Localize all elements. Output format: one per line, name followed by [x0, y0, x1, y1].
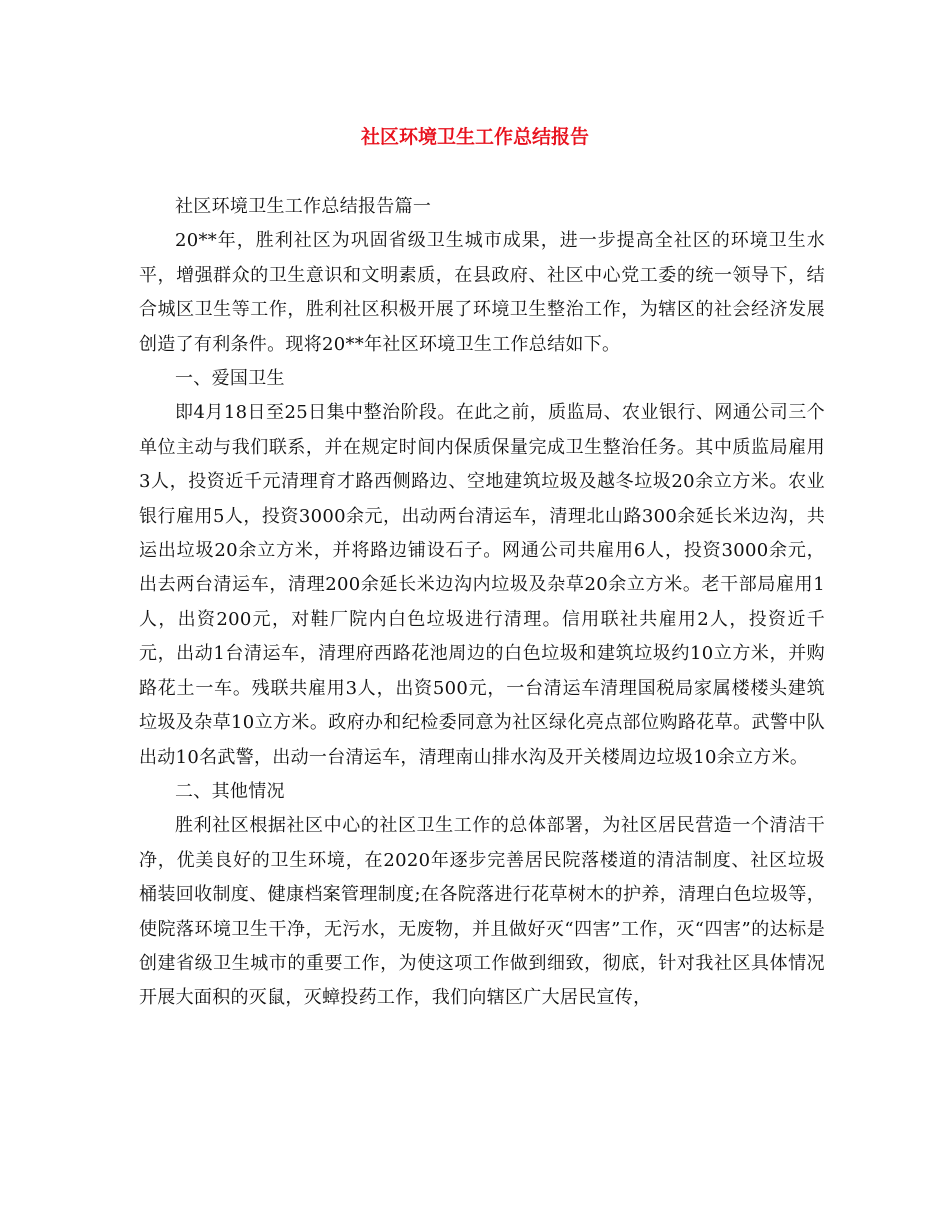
- intro-paragraph: 20**年，胜利社区为巩固省级卫生城市成果，进一步提高全社区的环境卫生水平，增强群众的卫生意识和文明素质，在县政府、社区中心党工委的统一领导下，结合城区卫生等工作，胜利社区积极开展了环境卫生整治工作，为辖区的社会经济发展创造了有利条件。现将20**年社区环境卫生工作总结如下。: [139, 230, 825, 355]
- section-heading-other-situations: 二、其他情况: [175, 780, 285, 802]
- section-heading-patriotic-hygiene: 一、爱国卫生: [175, 368, 285, 390]
- document-body: [139, 190, 825, 1016]
- patriotic-hygiene-paragraph: 即4月18日至25日集中整治阶段。在此之前，质监局、农业银行、网通公司三个单位主动与我们联系，并在规定时间内保质保量完成卫生整治任务。其中质监局雇用3人，投资近千元清理育才路西侧路边、空地建筑垃圾及越冬垃圾20余立方米。农业银行雇用5人，投资3000余元，出动两台清运车，清理北山路300余延长米边沟，共运出垃圾20余立方米，并将路边铺设石子。网通公司共雇用6人，投资3000余元，出去两台清运车，清理200余延长米边沟内垃圾及杂草20余立方米。老干部局雇用1人，出资200元，对鞋厂院内白色垃圾进行清理。信用联社共雇用2人，投资近千元，出动1台清运车，清理府西路花池周边的白色垃圾和建筑垃圾约10立方米，并购路花土一车。残联共雇用3人，出资500元，一台清运车清理国税局家属楼楼头建筑垃圾及杂草10立方米。政府办和纪检委同意为社区绿化亮点部位购路花草。武警中队出动10名武警，出动一台清运车，清理南山排水沟及开关楼周边垃圾10余立方米。: [139, 402, 825, 768]
- section-heading-part-one: 社区环境卫生工作总结报告篇一: [175, 196, 432, 217]
- other-situations-paragraph: 胜利社区根据社区中心的社区卫生工作的总体部署，为社区居民营造一个清洁干净，优美良好的卫生环境，在2020年逐步完善居民院落楼道的清洁制度、社区垃圾桶装回收制度、健康档案管理制度;在各院落进行花草树木的护养，清理白色垃圾等，使院落环境卫生干净，无污水，无废物，并且做好灭“四害”工作，灭“四害”的达标是创建省级卫生城市的重要工作，为使这项工作做到细致，彻底，针对我社区具体情况开展大面积的灭鼠，灭蟑投药工作，我们向辖区广大居民宣传，: [139, 815, 825, 1009]
- document-title: 社区环境卫生工作总结报告: [360, 126, 589, 148]
